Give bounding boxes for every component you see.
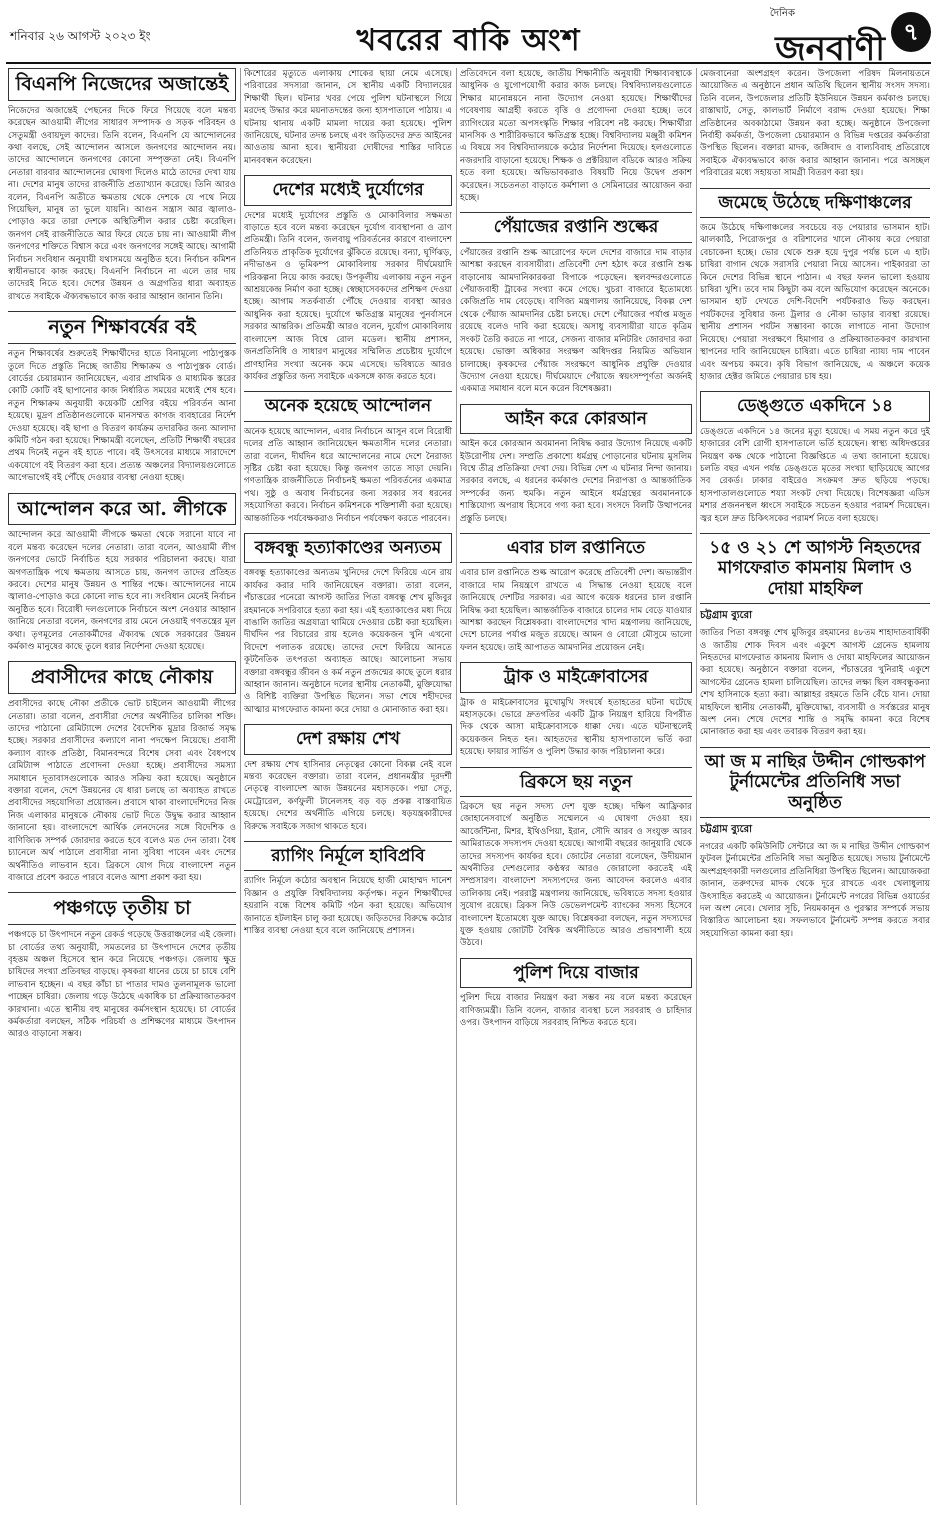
article-body: জমে উঠেছে দক্ষিণাঞ্চলের সবচেয়ে বড় পেয়ারার ভাসমান হাট। ঝালকাঠি, পিরোজপুর ও বরিশালের খালে নৌকায় করে পেয়ারা বেচাকেনা হচ্ছে। ভোর থেকে শুরু হয়ে দুপুর পর্যন্ত চলে এ হাট। চাষিরা বাগান থেকে সরাসরি পেয়ারা নিয়ে আসেন। পাইকাররা তা কিনে দেশের বিভিন্ন স্থানে পাঠান। এ বছর ফলন ভালো হওয়ায় চাষিরা খুশি। তবে দাম কিছুটা কম বলে অভিযোগ করেছেন অনেকে। ভাসমান হাট দেখতে দেশি-বিদেশি পর্যটকরাও ভিড় করছেন। পর্যটকদের সুবিধার জন্য ট্রলার ও নৌকা ভাড়ার ব্যবস্থা রয়েছে। স্থানীয় প্রশাসন পর্যটন সম্ভাবনা কাজে লাগাতে নানা উদ্যোগ নিয়েছে। পেয়ারা সংরক্ষণে হিমাগার ও প্রক্রিয়াজাতকরণ কারখানা স্থাপনের দাবি জানিয়েছেন চাষিরা। এতে চাষিরা ন্যায্য দাম পাবেন এবং অপচয় কমবে। কৃষি বিভাগ জানিয়েছে, এ অঞ্চলে কয়েক হাজার হেক্টর জমিতে পেয়ারার চাষ হয়। <box>700 223 930 382</box>
article-body: আইন করে কোরআন অবমাননা নিষিদ্ধ করার উদ্যোগ নিয়েছে একটি ইউরোপীয় দেশ। সম্প্রতি প্রকাশ্যে ধর্মগ্রন্থ পোড়ানোর ঘটনায় মুসলিম বিশ্বে তীব্র প্রতিক্রিয়া দেখা দেয়। বিভিন্ন দেশ এ ঘটনার নিন্দা জানায়। সরকার বলছে, এ ধরনের কর্মকাণ্ড দেশের নিরাপত্তা ও আন্তর্জাতিক সম্পর্কের জন্য হুমকি। নতুন আইনে ধর্মগ্রন্থের অবমাননাকে শাস্তিযোগ্য অপরাধ হিসেবে গণ্য করা হবে। সংসদে বিলটি উত্থাপনের প্রস্তুতি চলছে। <box>460 439 692 524</box>
article <box>244 841 452 937</box>
article <box>700 533 930 739</box>
masthead-rule <box>6 62 931 64</box>
article-headline: ডেঙ্গুতে একদিনে ১৪ <box>700 391 930 421</box>
article-body: অনেক হয়েছে আন্দোলন, এবার নির্বাচনে আসুন বলে বিরোধী দলের প্রতি আহ্বান জানিয়েছেন ক্ষমতাসীন দলের নেতারা। তারা বলেন, দীর্ঘদিন ধরে আন্দোলনের নামে দেশে নৈরাজ্য সৃষ্টির চেষ্টা করা হয়েছে। কিন্তু জনগণ তাতে সাড়া দেয়নি। গণতান্ত্রিক রাজনীতিতে নির্বাচনই ক্ষমতা পরিবর্তনের একমাত্র পথ। সুষ্ঠু ও অবাধ নির্বাচনের জন্য সরকার সব ধরনের সহযোগিতা করবে। নির্বাচন কমিশনকে শক্তিশালী করা হয়েছে। আন্তর্জাতিক পর্যবেক্ষকরাও নির্বাচন পর্যবেক্ষণ করতে পারবেন। <box>244 426 452 524</box>
article <box>460 958 692 1030</box>
article-body: দেশ রক্ষায় শেখ হাসিনার নেতৃত্বের কোনো বিকল্প নেই বলে মন্তব্য করেছেন বক্তারা। তারা বলেন, প্রধানমন্ত্রীর দূরদর্শী নেতৃত্বে বাংলাদেশ আজ উন্নয়নের মহাসড়কে। পদ্মা সেতু, মেট্রোরেল, কর্ণফুলী টানেলসহ বড় বড় প্রকল্প বাস্তবায়িত হয়েছে। দেশের অর্থনীতি এগিয়ে চলছে। ষড়যন্ত্রকারীদের বিরুদ্ধে সবাইকে সজাগ থাকতে হবে। <box>244 759 452 832</box>
section-title: খবরের বাকি অংশ <box>356 23 581 58</box>
article-headline: আ জ ম নাছির উদ্দীন গোল্ডকাপ টুর্নামেন্টের প্রতিনিধি সভা অনুষ্ঠিত <box>700 747 930 818</box>
article-body: প্রবাসীদের কাছে নৌকা প্রতীকে ভোট চাইলেন আওয়ামী লীগের নেতারা। তারা বলেন, প্রবাসীরা দেশের অর্থনীতির চালিকা শক্তি। তাদের পাঠানো রেমিট্যান্সে দেশের বৈদেশিক মুদ্রার রিজার্ভ সমৃদ্ধ হচ্ছে। সরকার প্রবাসীদের কল্যাণে নানা পদক্ষেপ নিয়েছে। প্রবাসী কল্যাণ ব্যাংক প্রতিষ্ঠা, বিমানবন্দরে বিশেষ সেবা এবং বৈধপথে রেমিট্যান্স পাঠাতে প্রণোদনা দেওয়া হচ্ছে। প্রবাসীদের সমস্যা সমাধানে দূতাবাসগুলোকে আরও সক্রিয় করা হয়েছে। অনুষ্ঠানে বক্তারা বলেন, দেশে উন্নয়নের যে ধারা চলছে তা অব্যাহত রাখতে প্রবাসীদের সহযোগিতা প্রয়োজন। প্রবাসে থাকা বাংলাদেশিদের নিজ নিজ এলাকার মানুষকে নৌকায় ভোট দিতে উদ্বুদ্ধ করার আহ্বান জানানো হয়। বাংলাদেশে আর্থিক লেনদেনের সঙ্গে বিদেশিক ও বাণিজ্যিক সম্পর্ক জোরদার করতে হবে বলেও মত দেন তারা। বৈধ চ্যানেলে অর্থ পাঠালে প্রবাসীরা নানা সুবিধা পাবেন এবং দেশের অর্থনীতিও লাভবান হবে। ব্রিকসে যোগ দিয়ে বাংলাদেশ নতুন বাজারে প্রবেশ করতে পারবে বলেও আশা প্রকাশ করা হয়। <box>8 699 236 883</box>
article-headline: ১৫ ও ২১ শে আগস্ট নিহতদের মাগফেরাত কামনায় মিলাদ ও দোয়া মাহফিল <box>700 533 930 604</box>
article-body: নিজেদের অজান্তেই পেছনের দিকে ফিরে গিয়েছে বলে মন্তব্য করেছেন আওয়ামী লীগের সাধারণ সম্পাদক ও সড়ক পরিবহন ও সেতুমন্ত্রী ওবায়দুল কাদের। তিনি বলেন, বিএনপি যে আন্দোলনের কথা বলছে, সেই আন্দোলন আসলে জনগণের আন্দোলন নয়। তাদের আন্দোলনে জনগণের কোনো সম্পৃক্ততা নেই। বিএনপি নেতারা বারবার আন্দোলনের ঘোষণা দিলেও মাঠে তাদের দেখা যায় না। দেশের মানুষ তাদের রাজনীতি প্রত্যাখ্যান করেছে। তিনি আরও বলেন, বিএনপি অতীতে ক্ষমতায় থেকে দেশকে যে পথে নিয়ে গিয়েছিল, মানুষ তা ভুলে যায়নি। আগুন সন্ত্রাস আর জ্বালাও-পোড়াও করে তারা দেশকে অস্থিতিশীল করার চেষ্টা করেছিল। জনগণ সেই রাজনীতিতে আর ফিরে যেতে চায় না। আওয়ামী লীগ জনগণের শক্তিতে বিশ্বাস করে এবং জনগণের সঙ্গেই আছে। আগামী নির্বাচন সংবিধান অনুযায়ী যথাসময়ে অনুষ্ঠিত হবে। নির্বাচন কমিশন স্বাধীনভাবে কাজ করছে। বিএনপি নির্বাচনে না এলে তার দায় তাদেরই নিতে হবে। দেশের উন্নয়ন ও অগ্রগতির ধারা অব্যাহত রাখতে সবাইকে ঐক্যবদ্ধভাবে কাজ করার আহ্বান জানান তিনি। <box>8 105 236 302</box>
article <box>460 404 692 525</box>
article-body: নতুন শিক্ষাবর্ষের শুরুতেই শিক্ষার্থীদের হাতে বিনামূল্যে পাঠ্যপুস্তক তুলে দিতে প্রস্তুতি নিচ্ছে জাতীয় শিক্ষাক্রম ও পাঠ্যপুস্তক বোর্ড। বোর্ডের চেয়ারম্যান জানিয়েছেন, এবার প্রাথমিক ও মাধ্যমিক স্তরের কোটি কোটি বই ছাপানোর কাজ নির্ধারিত সময়ের মধ্যেই শেষ হবে। নতুন শিক্ষাক্রম অনুযায়ী কয়েকটি শ্রেণির বইয়ে পরিবর্তন আনা হয়েছে। মুদ্রণ প্রতিষ্ঠানগুলোকে মানসম্মত কাগজ ব্যবহারের নির্দেশ দেওয়া হয়েছে। বই ছাপা ও বিতরণ কার্যক্রম তদারকির জন্য আলাদা কমিটি গঠন করা হয়েছে। শিক্ষামন্ত্রী বলেছেন, প্রতিটি শিক্ষার্থী বছরের প্রথম দিনেই নতুন বই হাতে পাবে। বই উৎসবের মাধ্যমে সারাদেশে একযোগে বই বিতরণ করা হবে। প্রত্যন্ত অঞ্চলের বিদ্যালয়গুলোতে আগেভাগেই বই পৌঁছে দেওয়ার ব্যবস্থা নেওয়া হচ্ছে। <box>8 349 236 484</box>
article-headline: প্রবাসীদের কাছে নৌকায় <box>8 661 236 694</box>
article-body: পুলিশ দিয়ে বাজার নিয়ন্ত্রণ করা সম্ভব নয় বলে মন্তব্য করেছেন বাণিজ্যমন্ত্রী। তিনি বলেন, বাজার ব্যবস্থা চলে সরবরাহ ও চাহিদার ওপর। উৎপাদন বাড়িয়ে সরবরাহ নিশ্চিত করতে হবে। <box>460 993 692 1029</box>
column-divider <box>696 68 697 1505</box>
article-body: নগরের একটি কমিউনিটি সেন্টারে আ জ ম নাছির উদ্দীন গোল্ডকাপ ফুটবল টুর্নামেন্টের প্রতিনিধি সভা অনুষ্ঠিত হয়েছে। সভায় টুর্নামেন্টে অংশগ্রহণকারী দলগুলোর প্রতিনিধিরা উপস্থিত ছিলেন। আয়োজকরা জানান, তরুণদের মাদক থেকে দূরে রাখতে এবং খেলাধুলায় উৎসাহিত করতেই এ আয়োজন। টুর্নামেন্টে নগরের বিভিন্ন ওয়ার্ডের দল অংশ নেবে। খেলার সূচি, নিয়মকানুন ও পুরস্কার সম্পর্কে সভায় বিস্তারিত আলোচনা হয়। সফলভাবে টুর্নামেন্ট সম্পন্ন করতে সবার সহযোগিতা কামনা করা হয়। <box>700 841 930 939</box>
column-1 <box>8 68 236 1505</box>
article <box>244 724 452 833</box>
article-body: এবার চাল রপ্তানিতে শুল্ক আরোপ করেছে প্রতিবেশী দেশ। অভ্যন্তরীণ বাজারে দাম নিয়ন্ত্রণে রাখতে এ সিদ্ধান্ত নেওয়া হয়েছে বলে জানিয়েছে দেশটির সরকার। এর আগে কয়েক ধরনের চাল রপ্তানি নিষিদ্ধ করা হয়েছিল। আন্তর্জাতিক বাজারে চালের দাম বেড়ে যাওয়ার আশঙ্কা করছেন বিশ্লেষকরা। বাংলাদেশের খাদ্য মন্ত্রণালয় জানিয়েছে, দেশে চালের পর্যাপ্ত মজুত রয়েছে। আমন ও বোরো মৌসুমে ভালো ফলন হয়েছে। তাই আপাতত আমদানির প্রয়োজন নেই। <box>460 568 692 653</box>
article <box>460 767 692 950</box>
article-body: আন্দোলন করে আওয়ামী লীগকে ক্ষমতা থেকে সরানো যাবে না বলে মন্তব্য করেছেন দলের নেতারা। তারা বলেন, আওয়ামী লীগ জনগণের ভোটে নির্বাচিত হয়ে সরকার পরিচালনা করছে। যারা অগণতান্ত্রিক পথে ক্ষমতায় আসতে চায়, জনগণ তাদের প্রতিহত করবে। দেশের মানুষ উন্নয়ন ও শান্তির পক্ষে। আন্দোলনের নামে জ্বালাও-পোড়াও করে কোনো লাভ হবে না। সংবিধান মেনেই নির্বাচন অনুষ্ঠিত হবে। বিরোধী দলগুলোকে নির্বাচনে অংশ নেওয়ার আহ্বান জানিয়ে নেতারা বলেন, জনগণের রায় মেনে নেওয়াই গণতন্ত্রের মূল কথা। তৃণমূলের নেতাকর্মীদের ঐক্যবদ্ধ থেকে সরকারের উন্নয়ন কর্মকাণ্ড মানুষের কাছে তুলে ধরার নির্দেশনা দেওয়া হয়েছে। <box>8 530 236 653</box>
article <box>244 391 452 525</box>
article-headline: নতুন শিক্ষাবর্ষের বই <box>8 311 236 344</box>
article-body: মেজবানেরা অংশগ্রহণ করেন। উপজেলা পরিষদ মিলনায়তনে আয়োজিত এ অনুষ্ঠানে প্রধান অতিথি ছিলেন স্থানীয় সংসদ সদস্য। তিনি বলেন, উপজেলার প্রতিটি ইউনিয়নে উন্নয়ন কর্মকাণ্ড চলছে। রাস্তাঘাট, সেতু, কালভার্ট নির্মাণে বরাদ্দ দেওয়া হয়েছে। শিক্ষা প্রতিষ্ঠানের অবকাঠামো উন্নয়ন করা হচ্ছে। অনুষ্ঠানে উপজেলা নির্বাহী কর্মকর্তা, উপজেলা চেয়ারম্যান ও বিভিন্ন দপ্তরের কর্মকর্তারা উপস্থিত ছিলেন। বক্তারা মাদক, জঙ্গিবাদ ও বাল্যবিবাহ প্রতিরোধে সবাইকে ঐক্যবদ্ধভাবে কাজ করার আহ্বান জানান। পরে অসচ্ছল পরিবারের মধ্যে সহায়তা সামগ্রী বিতরণ করা হয়। <box>700 69 930 179</box>
masthead <box>0 0 937 70</box>
article-body: বঙ্গবন্ধু হত্যাকাণ্ডের অন্যতম খুনিদের দেশে ফিরিয়ে এনে রায় কার্যকর করার দাবি জানিয়েছেন বক্তারা। তারা বলেন, পঁচাত্তরের পনেরো আগস্ট জাতির পিতা বঙ্গবন্ধু শেখ মুজিবুর রহমানকে সপরিবারে হত্যা করা হয়। এই হত্যাকাণ্ডের মধ্য দিয়ে বাঙালি জাতির অগ্রযাত্রা থামিয়ে দেওয়ার চেষ্টা করা হয়েছিল। দীর্ঘদিন পর বিচারের রায় হলেও কয়েকজন খুনি এখনো বিদেশে পলাতক রয়েছে। তাদের দেশে ফিরিয়ে আনতে কূটনৈতিক তৎপরতা অব্যাহত আছে। আলোচনা সভায় বক্তারা বঙ্গবন্ধুর জীবন ও কর্ম নতুন প্রজন্মের কাছে তুলে ধরার আহ্বান জানান। অনুষ্ঠানে দলের স্থানীয় নেতাকর্মী, মুক্তিযোদ্ধা ও বিশিষ্ট ব্যক্তিরা উপস্থিত ছিলেন। সভা শেষে শহীদদের আত্মার মাগফেরাত কামনা করে দোয়া ও মোনাজাত করা হয়। <box>244 568 452 715</box>
article-headline: র‍্যাগিং নির্মূলে হাবিপ্রবি <box>244 841 452 871</box>
article-body: ব্রিকসে ছয় নতুন সদস্য দেশ যুক্ত হচ্ছে। দক্ষিণ আফ্রিকার জোহানেসবার্গে অনুষ্ঠিত সম্মেলনে এ ঘোষণা দেওয়া হয়। আর্জেন্টিনা, মিশর, ইথিওপিয়া, ইরান, সৌদি আরব ও সংযুক্ত আরব আমিরাতকে সদস্যপদ দেওয়া হয়েছে। আগামী বছরের জানুয়ারি থেকে তাদের সদস্যপদ কার্যকর হবে। জোটের নেতারা বলেছেন, উদীয়মান অর্থনীতির দেশগুলোর কণ্ঠস্বর আরও জোরালো করতেই এই সম্প্রসারণ। বাংলাদেশ সদস্যপদের জন্য আবেদন করলেও এবার তালিকায় নেই। পররাষ্ট্র মন্ত্রণালয় জানিয়েছে, ভবিষ্যতে সদস্য হওয়ার সুযোগ রয়েছে। ব্রিকস নিউ ডেভেলপমেন্ট ব্যাংকের সদস্য হিসেবে বাংলাদেশ ইতোমধ্যে যুক্ত আছে। বিশ্লেষকরা বলছেন, নতুন সদস্যদের যুক্ত হওয়ায় জোটটি বৈশ্বিক অর্থনীতিতে আরও প্রভাবশালী হয়ে উঠবে। <box>460 802 692 949</box>
article-body: পঞ্চগড়ে চা উৎপাদনে নতুন রেকর্ড গড়েছে উত্তরাঞ্চলের এই জেলা। চা বোর্ডের তথ্য অনুযায়ী, সমতলের চা উৎপাদনে দেশের তৃতীয় বৃহত্তম অঞ্চল হিসেবে স্থান করে নিয়েছে পঞ্চগড়। জেলায় ক্ষুদ্র চাষিদের সংখ্যা প্রতিবছর বাড়ছে। কৃষকরা ধানের চেয়ে চা চাষে বেশি লাভবান হচ্ছেন। এ বছর কাঁচা চা পাতার দামও তুলনামূলক ভালো পাচ্ছেন চাষিরা। জেলায় গড়ে উঠেছে একাধিক চা প্রক্রিয়াজাতকরণ কারখানা। এতে স্থানীয় বহু মানুষের কর্মসংস্থান হয়েছে। চা বোর্ডের কর্মকর্তারা বলছেন, সঠিক পরিচর্যা ও প্রশিক্ষণের মাধ্যমে উৎপাদন আরও বাড়ানো সম্ভব। <box>8 930 236 1040</box>
article <box>460 533 692 654</box>
article-headline: আন্দোলন করে আ. লীগকে <box>8 493 236 526</box>
article-headline: জমেছে উঠেছে দক্ষিণাঞ্চলের <box>700 188 930 218</box>
column-divider <box>240 68 241 1505</box>
article-headline: বিএনপি নিজেদের অজান্তেই <box>8 68 236 101</box>
article-headline: ব্রিকসে ছয় নতুন <box>460 767 692 797</box>
article-headline: পঞ্চগড়ে তৃতীয় চা <box>8 892 236 925</box>
article-headline: ট্রাক ও মাইক্রোবাসের <box>460 662 692 692</box>
article-headline: পুলিশ দিয়ে বাজার <box>460 958 692 988</box>
article-headline: আইন করে কোরআন <box>460 404 692 434</box>
article-continuation <box>700 68 930 180</box>
article-headline: দেশ রক্ষায় শেখ <box>244 724 452 754</box>
article-body: র‍্যাগিং নির্মূলে কঠোর অবস্থান নিয়েছে হাজী মোহাম্মদ দানেশ বিজ্ঞান ও প্রযুক্তি বিশ্ববিদ্যালয় কর্তৃপক্ষ। নতুন শিক্ষার্থীদের হয়রানি বন্ধে বিশেষ কমিটি গঠন করা হয়েছে। অভিযোগ জানাতে হটলাইন চালু করা হয়েছে। জড়িতদের বিরুদ্ধে কঠোর শাস্তির ব্যবস্থা নেওয়া হবে বলে জানিয়েছে প্রশাসন। <box>244 876 452 937</box>
article <box>244 533 452 716</box>
article-body: ডেঙ্গুতে একদিনে ১৪ জনের মৃত্যু হয়েছে। এ সময় নতুন করে দুই হাজারের বেশি রোগী হাসপাতালে ভর্তি হয়েছেন। স্বাস্থ্য অধিদপ্তরের নিয়ন্ত্রণ কক্ষ থেকে পাঠানো বিজ্ঞপ্তিতে এ তথ্য জানানো হয়েছে। চলতি বছর এখন পর্যন্ত ডেঙ্গুতে মৃতের সংখ্যা ছাড়িয়েছে আগের সব রেকর্ড। ঢাকার বাইরেও সংক্রমণ দ্রুত ছড়িয়ে পড়ছে। হাসপাতালগুলোতে শয্যা সংকট দেখা দিয়েছে। বিশেষজ্ঞরা এডিস মশার প্রজননস্থল ধ্বংসে সবাইকে সচেতন হওয়ার পরামর্শ দিয়েছেন। জ্বর হলে দ্রুত চিকিৎসকের পরামর্শ নিতে বলা হয়েছে। <box>700 426 930 524</box>
column-divider <box>456 68 457 1505</box>
logo-name: জনবাণী <box>775 29 885 69</box>
article <box>244 175 452 383</box>
article-byline: চট্টগ্রাম ব্যুরো <box>700 823 753 835</box>
article <box>700 391 930 525</box>
article <box>8 892 236 1040</box>
article-headline: অনেক হয়েছে আন্দোলন <box>244 391 452 421</box>
article <box>700 188 930 384</box>
article <box>460 212 692 395</box>
article-byline: চট্টগ্রাম ব্যুরো <box>700 610 753 622</box>
article-body: পেঁয়াজের রপ্তানি শুল্ক আরোপের ফলে দেশের বাজারে দাম বাড়ার আশঙ্কা করছেন ব্যবসায়ীরা। প্রতিবেশী দেশ হঠাৎ করে রপ্তানি শুল্ক বাড়ানোয় আমদানিকারকরা বিপাকে পড়েছেন। স্থলবন্দরগুলোতে পেঁয়াজবাহী ট্রাকের সংখ্যা কমে গেছে। খুচরা বাজারে ইতোমধ্যে কেজিপ্রতি দাম বেড়েছে। বাণিজ্য মন্ত্রণালয় জানিয়েছে, বিকল্প দেশ থেকে পেঁয়াজ আমদানির চেষ্টা চলছে। দেশে পেঁয়াজের পর্যাপ্ত মজুত রয়েছে বলেও দাবি করা হয়েছে। অসাধু ব্যবসায়ীরা যাতে কৃত্রিম সংকট তৈরি করতে না পারে, সেজন্য বাজার মনিটরিং জোরদার করা হয়েছে। ভোক্তা অধিকার সংরক্ষণ অধিদপ্তর নিয়মিত অভিযান চালাচ্ছে। কৃষকদের পেঁয়াজ সংরক্ষণে আধুনিক প্রযুক্তি দেওয়ার উদ্যোগ নেওয়া হয়েছে। দীর্ঘমেয়াদে পেঁয়াজে স্বয়ংসম্পূর্ণতা অর্জনই একমাত্র সমাধান বলে মনে করেন বিশেষজ্ঞরা। <box>460 247 692 395</box>
article-body: প্রতিবেদনে বলা হয়েছে, জাতীয় শিক্ষানীতি অনুযায়ী শিক্ষাব্যবস্থাকে আধুনিক ও যুগোপযোগী করার কাজ চলছে। বিশ্ববিদ্যালয়গুলোতে শিক্ষার মানোন্নয়নে নানা উদ্যোগ নেওয়া হয়েছে। শিক্ষার্থীদের গবেষণায় আগ্রহী করতে বৃত্তি ও প্রণোদনা দেওয়া হচ্ছে। তবে র‍্যাগিংয়ের মতো অপসংস্কৃতি শিক্ষার পরিবেশ নষ্ট করছে। শিক্ষার্থীরা মানসিক ও শারীরিকভাবে ক্ষতিগ্রস্ত হচ্ছে। বিশ্ববিদ্যালয় মঞ্জুরী কমিশন এ বিষয়ে সব বিশ্ববিদ্যালয়কে কঠোর নির্দেশনা দিয়েছে। হলগুলোতে নজরদারি বাড়ানো হয়েছে। শিক্ষক ও প্রক্টরিয়াল বডিকে আরও সক্রিয় হতে বলা হয়েছে। অভিভাবকরাও বিষয়টি নিয়ে উদ্বেগ প্রকাশ করেছেন। সচেতনতা বাড়াতে কর্মশালা ও সেমিনারের আয়োজন করা হচ্ছে। <box>460 69 692 204</box>
article-body: ট্রাক ও মাইক্রোবাসের মুখোমুখি সংঘর্ষে হতাহতের ঘটনা ঘটেছে মহাসড়কে। ভোরে দ্রুতগতির একটি ট্রাক নিয়ন্ত্রণ হারিয়ে বিপরীত দিক থেকে আসা মাইক্রোবাসকে ধাক্কা দেয়। এতে ঘটনাস্থলেই কয়েকজন নিহত হন। আহতদের স্থানীয় হাসপাতালে ভর্তি করা হয়েছে। ফায়ার সার্ভিস ও পুলিশ উদ্ধার কাজ পরিচালনা করে। <box>460 697 692 758</box>
article-headline: পেঁয়াজের রপ্তানি শুল্কের <box>460 212 692 242</box>
article <box>8 68 236 303</box>
article <box>460 662 692 758</box>
article <box>8 493 236 654</box>
article-body: কিশোরের মৃত্যুতে এলাকায় শোকের ছায়া নেমে এসেছে। পরিবারের সদস্যরা জানান, সে স্থানীয় একটি বিদ্যালয়ের শিক্ষার্থী ছিল। ঘটনার খবর পেয়ে পুলিশ ঘটনাস্থলে গিয়ে মরদেহ উদ্ধার করে ময়নাতদন্তের জন্য হাসপাতালে পাঠায়। এ ঘটনায় থানায় একটি মামলা দায়ের করা হয়েছে। পুলিশ জানিয়েছে, ঘটনার তদন্ত চলছে এবং জড়িতদের দ্রুত আইনের আওতায় আনা হবে। স্থানীয়রা দোষীদের শাস্তির দাবিতে মানববন্ধন করেছেন। <box>244 69 452 166</box>
article <box>8 311 236 484</box>
article-body: দেশের মধ্যেই দুর্যোগের প্রস্তুতি ও মোকাবিলার সক্ষমতা বাড়াতে হবে বলে মন্তব্য করেছেন দুর্যোগ ব্যবস্থাপনা ও ত্রাণ প্রতিমন্ত্রী। তিনি বলেন, জলবায়ু পরিবর্তনের কারণে বাংলাদেশ প্রতিনিয়ত প্রাকৃতিক দুর্যোগের ঝুঁকিতে রয়েছে। বন্যা, ঘূর্ণিঝড়, নদীভাঙন ও ভূমিকম্প মোকাবিলায় সরকার দীর্ঘমেয়াদি পরিকল্পনা নিয়ে কাজ করছে। উপকূলীয় এলাকায় নতুন নতুন আশ্রয়কেন্দ্র নির্মাণ করা হচ্ছে। স্বেচ্ছাসেবকদের প্রশিক্ষণ দেওয়া হচ্ছে। আগাম সতর্কবার্তা পৌঁছে দেওয়ার ব্যবস্থা আরও আধুনিক করা হয়েছে। দুর্যোগে ক্ষতিগ্রস্ত মানুষের পুনর্বাসনে সরকার আন্তরিক। প্রতিমন্ত্রী আরও বলেন, দুর্যোগ মোকাবিলায় বাংলাদেশ আজ বিশ্বে রোল মডেল। স্থানীয় প্রশাসন, জনপ্রতিনিধি ও সাধারণ মানুষের সম্মিলিত প্রচেষ্টায় দুর্যোগে প্রাণহানির সংখ্যা অনেক কমে এসেছে। ভবিষ্যতে আরও কার্যকর প্রস্তুতির জন্য সবাইকে একসঙ্গে কাজ করতে হবে। <box>244 210 452 382</box>
article <box>8 661 236 884</box>
column-3 <box>460 68 692 1505</box>
page-number-badge: ৭ <box>891 12 931 52</box>
article-continuation <box>460 68 692 204</box>
article-headline: এবার চাল রপ্তানিতে <box>460 533 692 563</box>
logo-prefix: দৈনিক <box>769 8 795 19</box>
column-4 <box>700 68 930 1505</box>
issue-date: শনিবার ২৬ আগস্ট ২০২৩ ইং <box>10 29 151 43</box>
column-2 <box>244 68 452 1505</box>
article-headline: দেশের মধ্যেই দুর্যোগের <box>244 175 452 205</box>
article-body: জাতির পিতা বঙ্গবন্ধু শেখ মুজিবুর রহমানের ৪৮তম শাহাদাতবার্ষিকী ও জাতীয় শোক দিবস এবং একুশে আগস্ট গ্রেনেড হামলায় নিহতদের মাগফেরাত কামনায় মিলাদ ও দোয়া মাহফিলের আয়োজন করা হয়েছে। অনুষ্ঠানে বক্তারা বলেন, পঁচাত্তরের খুনিরাই একুশে আগস্টের গ্রেনেড হামলা চালিয়েছিল। তাদের লক্ষ্য ছিল বঙ্গবন্ধুকন্যা শেখ হাসিনাকে হত্যা করা। আল্লাহর রহমতে তিনি বেঁচে যান। দোয়া মাহফিলে স্থানীয় নেতাকর্মী, মুক্তিযোদ্ধা, ব্যবসায়ী ও সর্বস্তরের মানুষ অংশ নেন। শেষে দেশের শান্তি ও সমৃদ্ধি কামনা করে বিশেষ মোনাজাত করা হয় এবং তবারক বিতরণ করা হয়। <box>700 628 930 738</box>
article-continuation <box>244 68 452 167</box>
article-headline: বঙ্গবন্ধু হত্যাকাণ্ডের অন্যতম <box>244 533 452 563</box>
article <box>700 747 930 940</box>
